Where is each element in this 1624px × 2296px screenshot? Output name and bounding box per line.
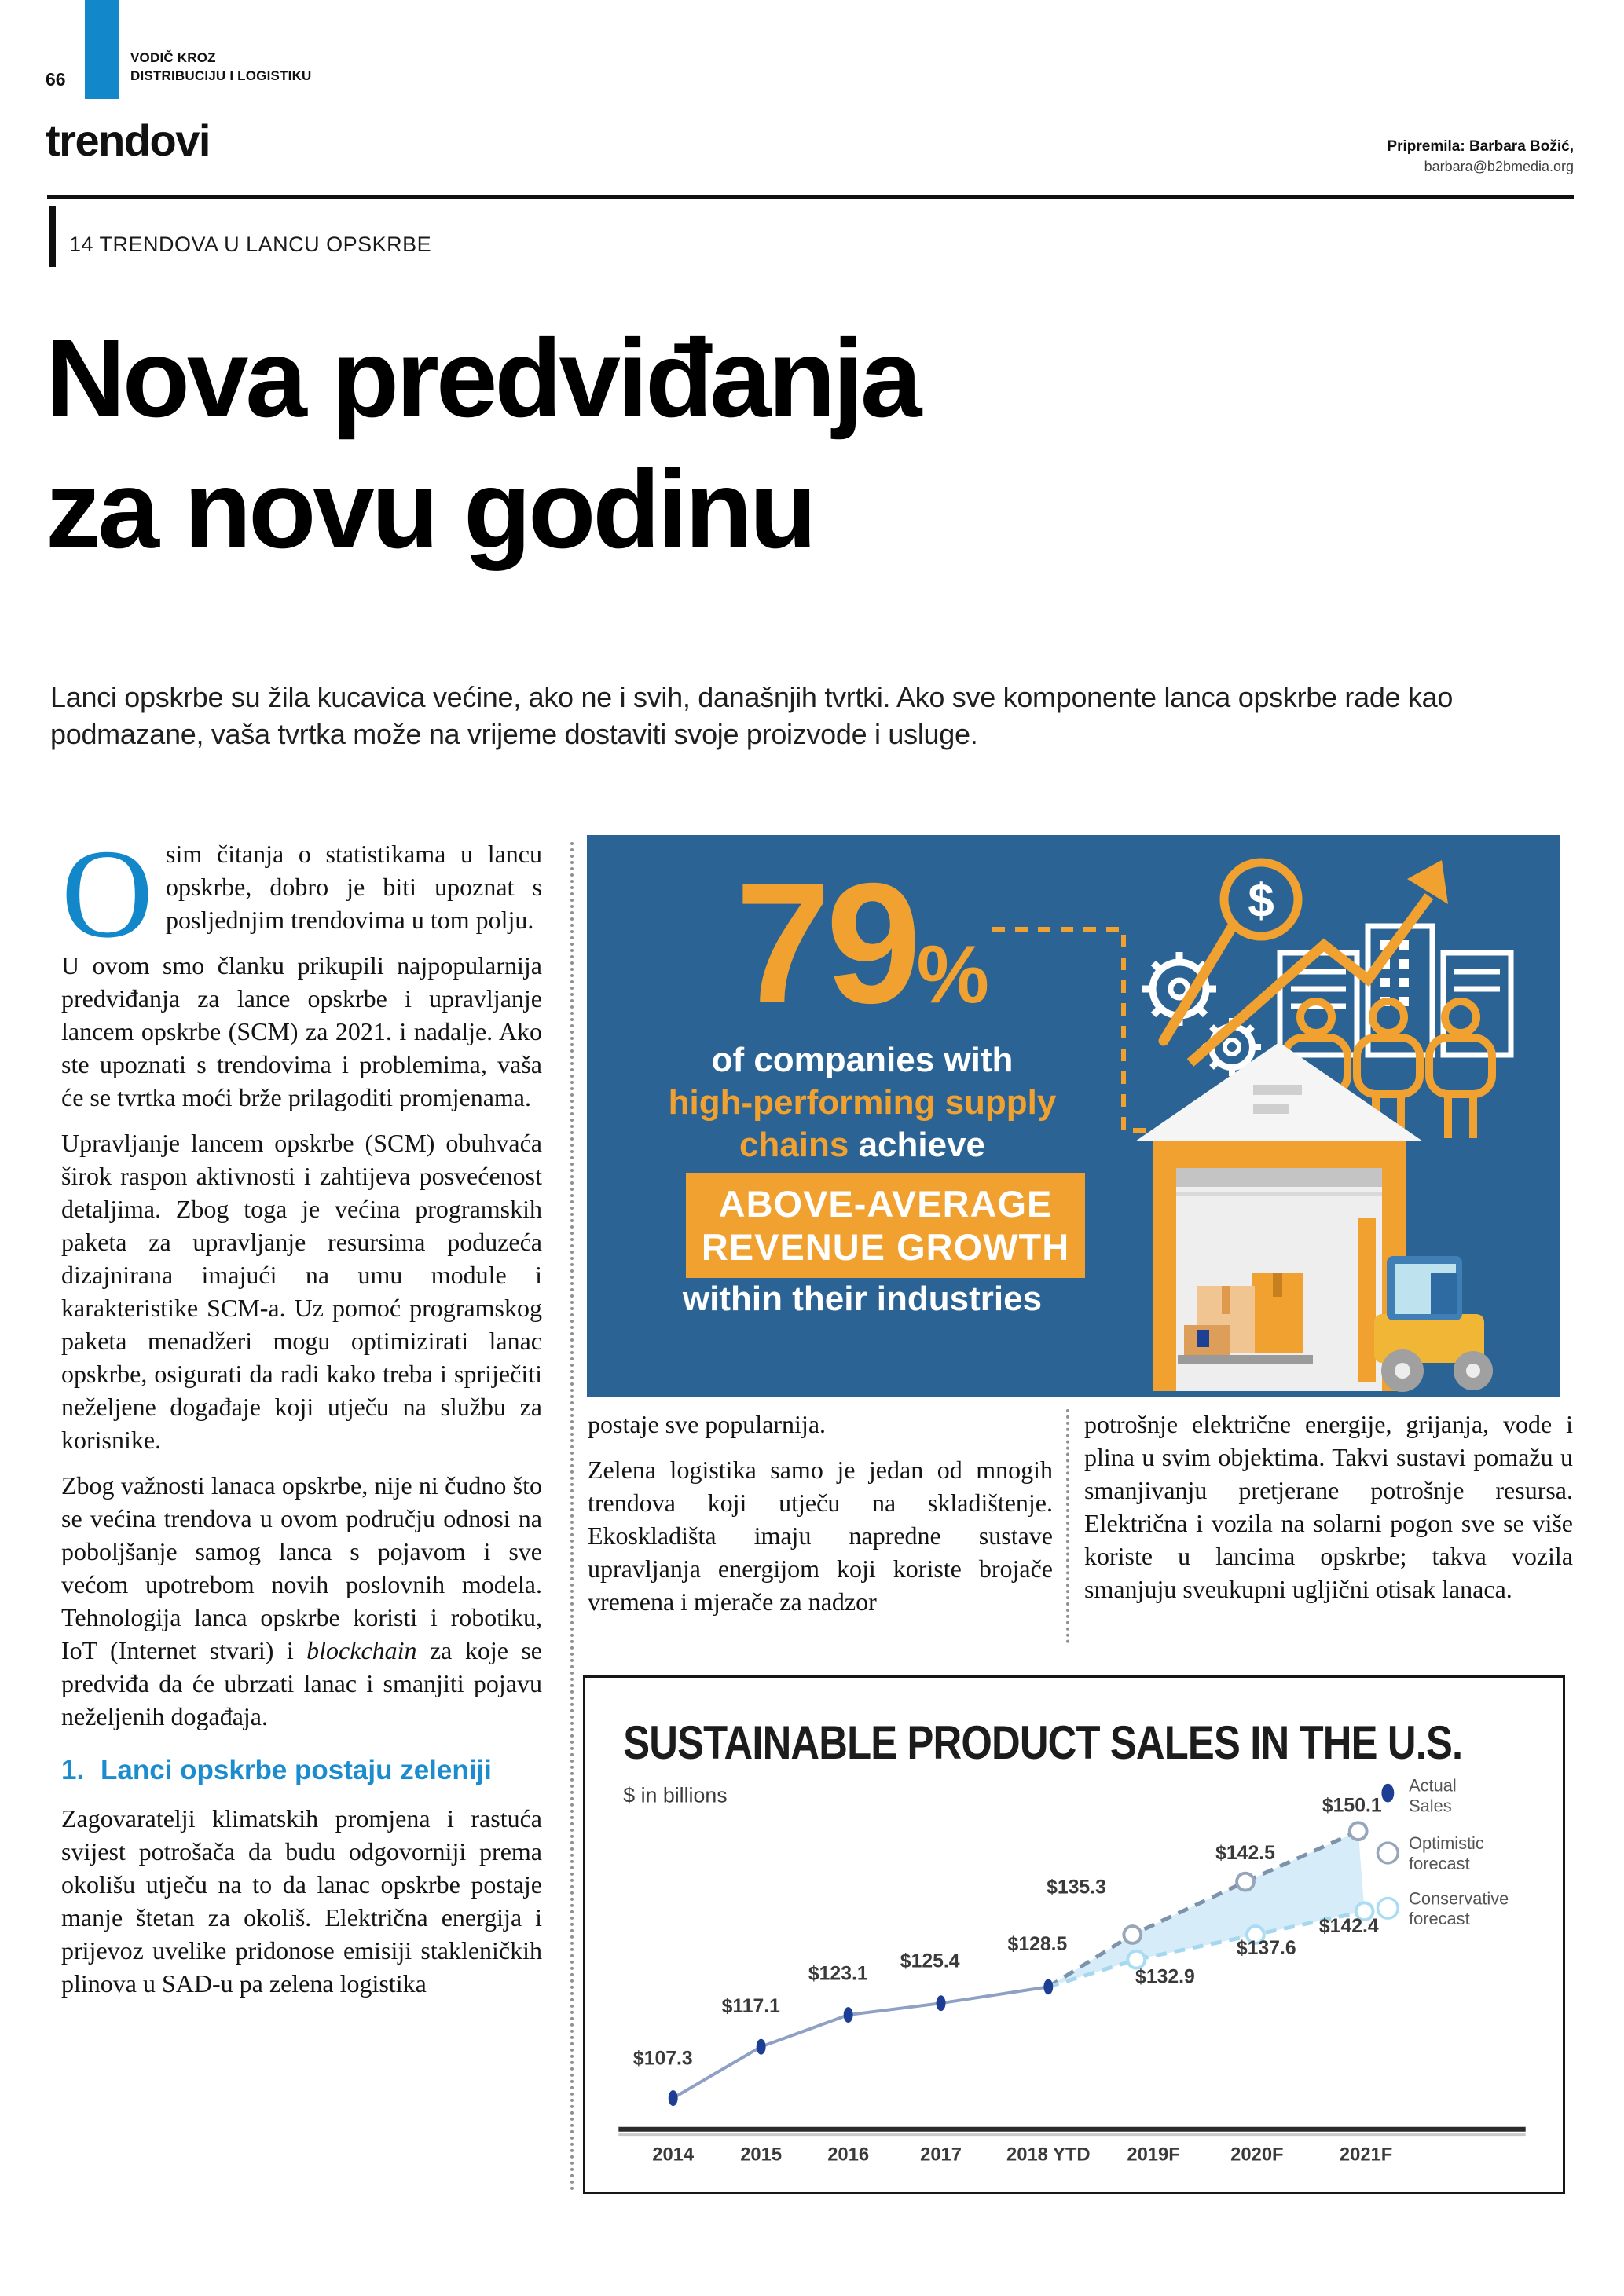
sustainable-sales-chart — [583, 1675, 1565, 2194]
publication-name — [130, 49, 312, 85]
publication-line2: DISTRIBUCIJU I LOGISTIKU — [130, 68, 312, 83]
line-chart — [585, 1678, 1563, 2192]
stat-caption-line4: within their industries — [682, 1280, 1043, 1318]
body-column-2 — [588, 1408, 1053, 1631]
point-label: $137.6 — [1236, 1937, 1296, 1959]
lead-paragraph: Lanci opskrbe su žila kucavica većine, ako ne i svih, današnjih tvrtki. Ako sve komponente lanca opskrbe rade kao podmazane, vaša tvrtka može na vrijeme dostaviti svoje proizvode i usluge. — [50, 681, 1454, 750]
point-label: $132.9 — [1135, 1966, 1195, 1988]
svg-text:forecast: forecast — [1409, 1909, 1470, 1929]
point-label: $142.5 — [1215, 1842, 1275, 1864]
stat-79-percent: 79% — [735, 848, 989, 1039]
point-label: $107.3 — [632, 2048, 693, 2070]
point-label: $135.3 — [1047, 1877, 1106, 1899]
publication-line1: VODIČ KROZ — [130, 50, 216, 65]
paragraph: Osim čitanja o statistikama u lancu opskrbe, dobro je biti upoznat s posljednjim trendovima u tom polju. — [61, 824, 542, 965]
svg-text:forecast: forecast — [1409, 1853, 1470, 1873]
section-title: trendovi — [46, 115, 210, 165]
body-column-1 — [61, 824, 543, 2012]
paragraph: potrošnje električne energije, grijanja, vode i plina u svim objektima. Takvi sustavi pomažu u smanjivanju pretjerane potrošnje resursa. Električna i vozila na solarni pogon sve se više koriste u lancima opskrbe; takva vozila smanjuju sveukupni ugljični otisak lanaca. — [1084, 1410, 1573, 1603]
point-label: $125.4 — [900, 1950, 960, 1972]
x-tick: 2015 — [740, 2144, 783, 2166]
byline — [1387, 138, 1574, 175]
paragraph: U ovom smo članku prikupili najpopularnija predviđanja za lance opskrbe i upravljanje lancem opskrbe (SCM) za 2021. i nadalje. Ako ste upoznati s trendovima i problemima, vaša će se tvrtka moći brže prilagoditi promjenama. — [61, 951, 542, 1111]
point-label: $128.5 — [1007, 1933, 1068, 1955]
column-divider-left — [570, 842, 574, 2192]
stat-caption-line2: high-performing supply — [668, 1083, 1057, 1122]
subheading-text: Lanci opskrbe postaju zeleniji — [101, 1755, 492, 1785]
headline-line1: Nova predviđanja — [46, 316, 919, 440]
masthead-rule — [47, 195, 1574, 199]
chart-subtitle: $ in billions — [623, 1783, 728, 1807]
x-tick: 2021F — [1339, 2144, 1393, 2166]
kicker: 14 TRENDOVA U LANCU OPSKRBE — [69, 233, 432, 256]
paragraph: Zbog važnosti lanaca opskrbe, nije ni čudno što se većina trendova u ovom području odnosi na poboljšanje samog lanca s pojavom i sve većom upotrebom novih poslovnih modela. Tehnologija lanca opskrbe koristi i robotiku, IoT (Internet stvari) i blockchain za koje se predviđa da će ubrzati lanac i smanjiti pojavu neželjenih događaja. — [61, 1471, 543, 1730]
page-number: 66 — [46, 69, 66, 90]
subheading-1 — [61, 1753, 542, 1788]
svg-text:Conservative: Conservative — [1409, 1888, 1509, 1909]
italic-term: blockchain — [306, 1636, 417, 1664]
chart-legend — [1377, 1776, 1509, 1928]
drop-cap: O — [61, 824, 153, 965]
stat-caption-line3: chains achieve — [739, 1126, 986, 1164]
subheading-number: 1. — [61, 1755, 85, 1785]
svg-text:Optimistic: Optimistic — [1409, 1833, 1484, 1853]
kicker-bar — [49, 206, 56, 267]
x-tick: 2020F — [1230, 2144, 1284, 2166]
boxes-icon — [1178, 1273, 1313, 1364]
svg-text:Sales: Sales — [1409, 1796, 1452, 1816]
x-tick: 2016 — [827, 2144, 870, 2166]
paragraph: Upravljanje lancem opskrbe (SCM) obuhvaća širok raspon aktivnosti i zahtijeva posvećenost detaljima. Zbog toga je većina programskih paketa za upravljanje resursima poduzeća dizajnirana imajući na umu module i karakteristike SCM-a. Uz pomoć programskog paketa menadžeri mogu optimizirati lanac opskrbe, osigurati da radi kako treba i spriječiti neželjene događaje koji utječu na službu za korisnike. — [61, 1129, 542, 1454]
chart-title: SUSTAINABLE PRODUCT SALES IN THE U.S. — [623, 1715, 1463, 1770]
x-tick: 2017 — [920, 2144, 962, 2166]
x-tick: 2018 YTD — [1006, 2144, 1091, 2166]
point-label: $150.1 — [1322, 1795, 1382, 1817]
legend-optimistic-marker — [1377, 1843, 1398, 1863]
paragraph: Zagovaratelji klimatskih promjena i rastuća svijest potrošača da budu odgovorniji prema okolišu utječu na to da lanac opskrbe postaje manje štetan za okoliš. Električna energija i prijevoz uvelike pridonose emisiji stakleničkih plinova u SAD-u pa zelena logistika — [61, 1804, 542, 1998]
revenue-growth-badge: ABOVE-AVERAGE REVENUE GROWTH — [686, 1173, 1085, 1278]
headline-line2: za novu godinu — [46, 447, 814, 571]
paragraph: Zelena logistika samo je jedan od mnogih trendova koji utječu na skladištenje. Ekoskladišta imaju napredne sustave upravljanja energijom koji koriste brojače vremena i mjerače za nadzor — [588, 1456, 1053, 1616]
body-column-3 — [1084, 1408, 1573, 1618]
paragraph: postaje sve popularnija. — [588, 1410, 827, 1438]
legend-conservative-marker — [1377, 1898, 1398, 1918]
column-divider-right — [1066, 1409, 1069, 1643]
svg-text:Actual: Actual — [1409, 1775, 1457, 1796]
point-label: $117.1 — [721, 1996, 780, 2018]
byline-email: barbara@b2bmedia.org — [1424, 159, 1574, 174]
point-label: $142.4 — [1318, 1916, 1379, 1938]
forecast-band — [1048, 1831, 1364, 1987]
x-tick: 2014 — [652, 2144, 695, 2166]
stat-caption-line1: of companies with — [711, 1041, 1014, 1079]
svg-text:$: $ — [1248, 874, 1274, 927]
byline-author: Pripremila: Barbara Božić, — [1387, 138, 1574, 155]
publisher-logo — [85, 0, 119, 99]
x-tick: 2019F — [1127, 2144, 1180, 2166]
supply-chain-illustration — [1118, 849, 1549, 1393]
point-label: $123.1 — [808, 1963, 868, 1985]
headline — [46, 313, 918, 575]
supply-chain-infographic — [587, 835, 1560, 1397]
legend-actual-marker — [1381, 1784, 1394, 1803]
